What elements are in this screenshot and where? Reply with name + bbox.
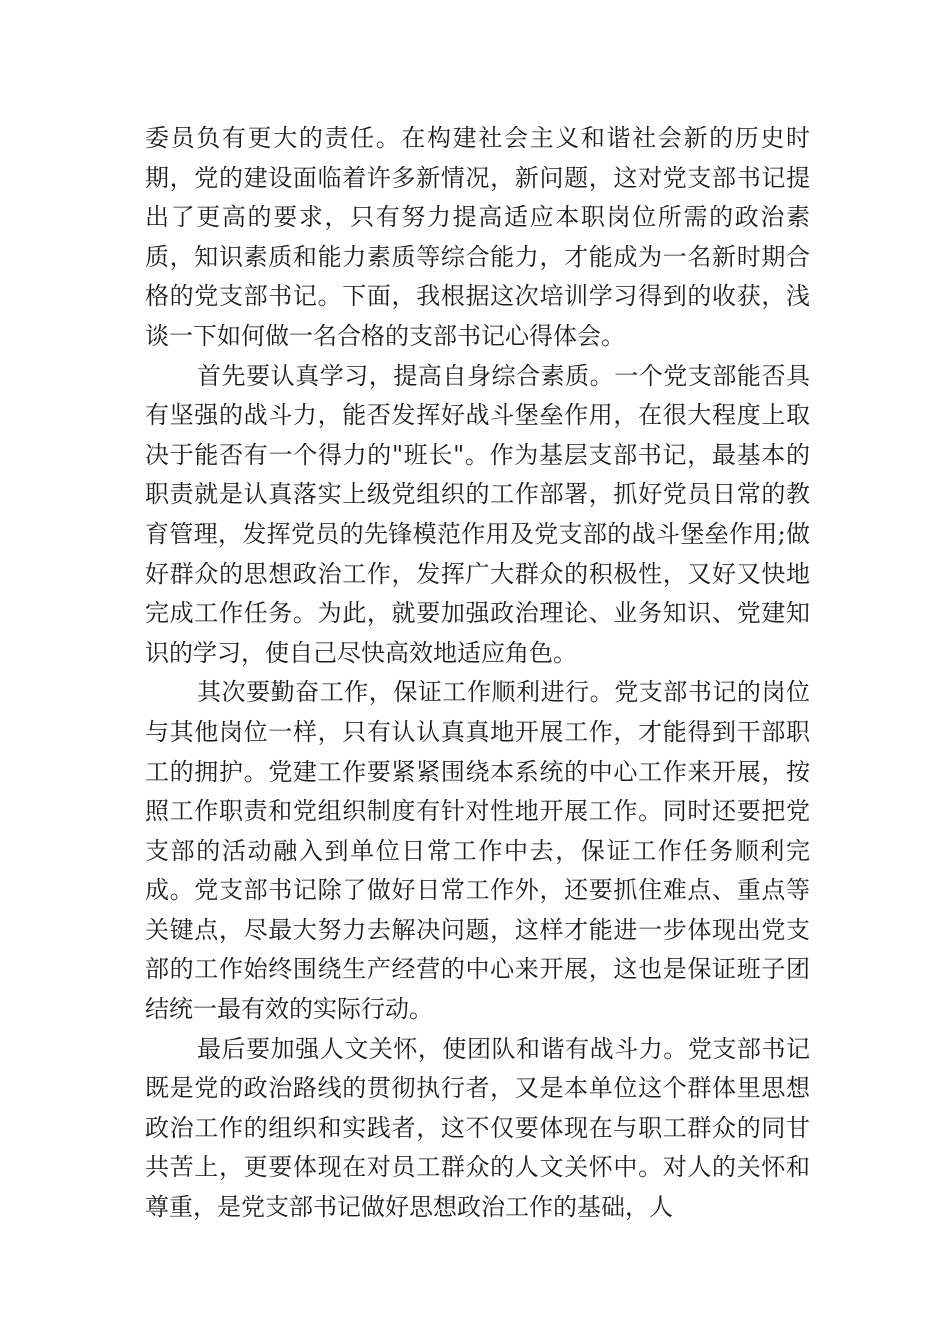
paragraph-care: 最后要加强人文关怀，使团队和谐有战斗力。党支部书记既是党的政治路线的贯彻执行者，又是本单位这个群体里思想政治工作的组织和实践者，这不仅要体现在与职工群众的同甘共苦上，更要体现在对员工群众的人文关怀中。对人的关怀和尊重，是党支部书记做好思想政治工作的基础，人	[145, 1034, 810, 1222]
paragraph-study: 首先要认真学习，提高自身综合素质。一个党支部能否具有坚强的战斗力，能否发挥好战斗堡垒作用，在很大程度上取决于能否有一个得力的"班长"。作为基层支部书记，最基本的职责就是认真落实上级党组织的工作部署，抓好党员日常的教育管理，发挥党员的先锋模范作用及党支部的战斗堡垒作用;做好群众的思想政治工作，发挥广大群众的积极性，又好又快地完成工作任务。为此，就要加强政治理论、业务知识、党建知识的学习，使自己尽快高效地适应角色。	[145, 361, 810, 667]
document-body	[145, 119, 810, 1228]
paragraph-work: 其次要勤奋工作，保证工作顺利进行。党支部书记的岗位与其他岗位一样，只有认认真真地开展工作，才能得到干部职工的拥护。党建工作要紧紧围绕本系统的中心工作来开展，按照工作职责和党组织制度有针对性地开展工作。同时还要把党支部的活动融入到单位日常工作中去，保证工作任务顺利完成。党支部书记除了做好日常工作外，还要抓住难点、重点等关键点，尽最大努力去解决问题，这样才能进一步体现出党支部的工作始终围绕生产经营的中心来开展，这也是保证班子团结统一最有效的实际行动。	[145, 678, 810, 1024]
paragraph-continued: 委员负有更大的责任。在构建社会主义和谐社会新的历史时期，党的建设面临着许多新情况，新问题，这对党支部书记提出了更高的要求，只有努力提高适应本职岗位所需的政治素质，知识素质和能力素质等综合能力，才能成为一名新时期合格的党支部书记。下面，我根据这次培训学习得到的收获，浅谈一下如何做一名合格的支部书记心得体会。	[145, 124, 810, 350]
